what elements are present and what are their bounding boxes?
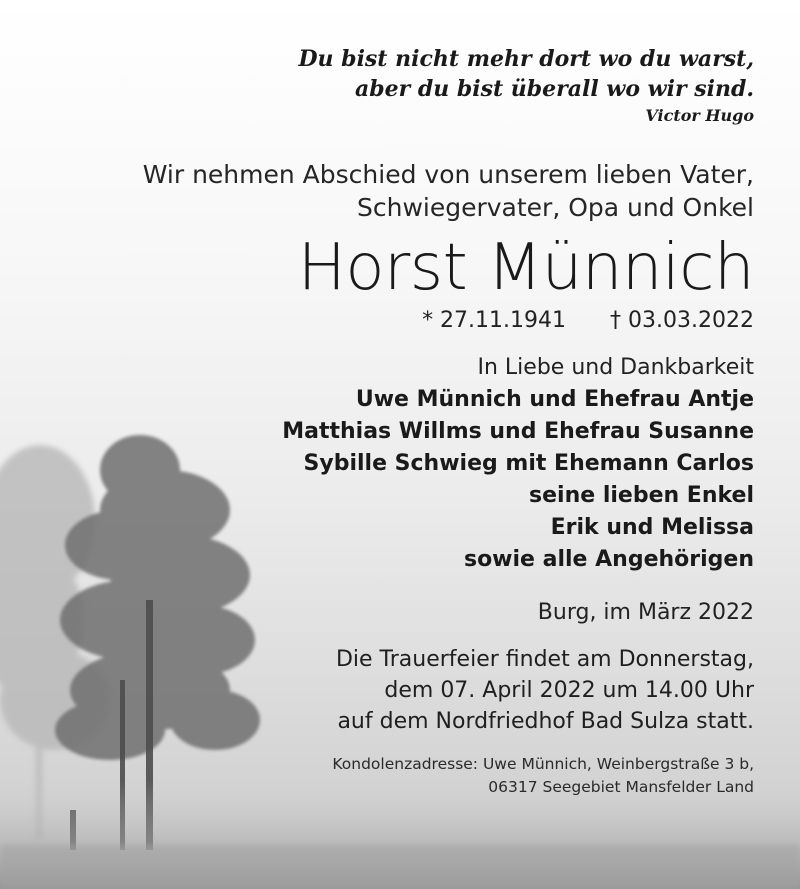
obituary-text <box>54 0 754 799</box>
mourner-line: Erik und Melissa <box>550 515 754 540</box>
life-dates <box>54 306 754 336</box>
mourners-heading: In Liebe und Dankbarkeit <box>477 355 754 380</box>
deceased-name: Horst Münnich <box>297 231 754 305</box>
birth-date: * 27.11.1941 <box>422 308 567 333</box>
mourner-line: Matthias Willms und Ehefrau Susanne <box>282 419 754 444</box>
funeral-line-2: dem 07. April 2022 um 14.00 Uhr <box>384 678 754 703</box>
death-date: † 03.03.2022 <box>610 308 754 333</box>
quote-author: Victor Hugo <box>645 106 754 125</box>
contact-line-1: Kondolenzadresse: Uwe Münnich, Weinbergstraße 3 b, <box>332 755 754 773</box>
mourner-line: seine lieben Enkel <box>529 483 754 508</box>
quote-line-1: Du bist nicht mehr dort wo du warst, <box>298 46 754 72</box>
mourner-line: Uwe Münnich und Ehefrau Antje <box>355 387 754 412</box>
funeral-line-3: auf dem Nordfriedhof Bad Sulza statt. <box>337 709 754 734</box>
quote-line-2: aber du bist überall wo wir sind. <box>354 76 754 102</box>
funeral-line-1: Die Trauerfeier findet am Donnerstag, <box>335 647 754 672</box>
contact-line-2: 06317 Seegebiet Mansfelder Land <box>488 778 754 796</box>
intro-line-2: Schwiegervater, Opa und Onkel <box>357 193 754 222</box>
mourner-line: Sybille Schwieg mit Ehemann Carlos <box>303 451 754 476</box>
place-date: Burg, im März 2022 <box>537 600 754 625</box>
mourner-line: sowie alle Angehörigen <box>463 547 754 572</box>
intro-line-1: Wir nehmen Abschied von unserem lieben Vater, <box>142 160 754 189</box>
